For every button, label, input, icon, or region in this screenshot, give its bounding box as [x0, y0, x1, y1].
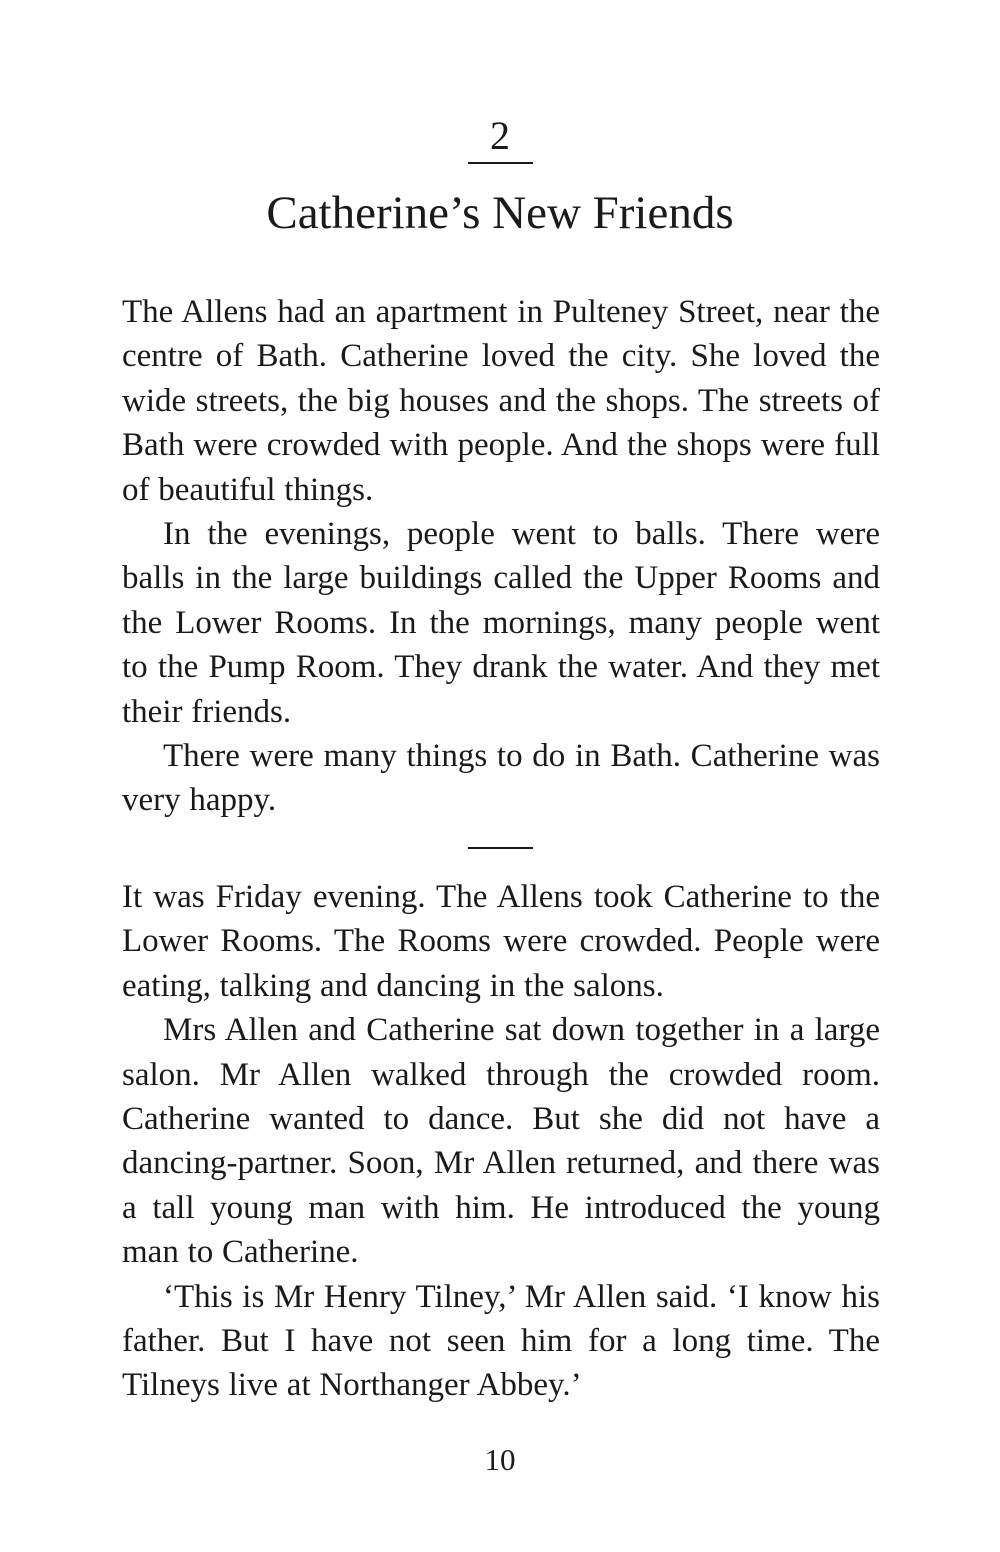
section-1-text [122, 290, 880, 823]
section-break-rule [468, 847, 533, 849]
chapter-title: Catherine’s New Friends [266, 187, 734, 239]
chapter-number: 2 [490, 113, 510, 158]
paragraph: In the evenings, people went to balls. There were balls in the large buildings called the Upper Rooms and the Lower Rooms. In the mornings, many people went to the Pump Room. They drank the water. And they met their friends. [122, 516, 880, 730]
paragraph: ‘This is Mr Henry Tilney,’ Mr Allen said. ‘I know his father. But I have not seen him for a long time. The Tilneys live at Northanger Abbey.’ [122, 1278, 880, 1404]
section-2-text [122, 875, 880, 1408]
paragraph: It was Friday evening. The Allens took Catherine to the Lower Rooms. The Rooms were crowded. People were eating, talking and dancing in the salons. [122, 879, 880, 1004]
page-number: 10 [484, 1442, 516, 1477]
paragraph: Mrs Allen and Catherine sat down together in a large salon. Mr Allen walked through the crowded room. Catherine wanted to dance. But she did not have a dancing-partner. Soon, Mr Allen returned, and there was a tall young man with him. He introduced the young man to Catherine. [122, 1012, 880, 1271]
paragraph: The Allens had an apartment in Pulteney Street, near the centre of Bath. Catherine loved the city. She loved the wide streets, the big houses and the shops. The streets of Bath were crowded with people. And the shops were full of beautiful things. [122, 294, 880, 508]
chapter-rule [468, 162, 533, 164]
paragraph: There were many things to do in Bath. Catherine was very happy. [122, 738, 880, 819]
